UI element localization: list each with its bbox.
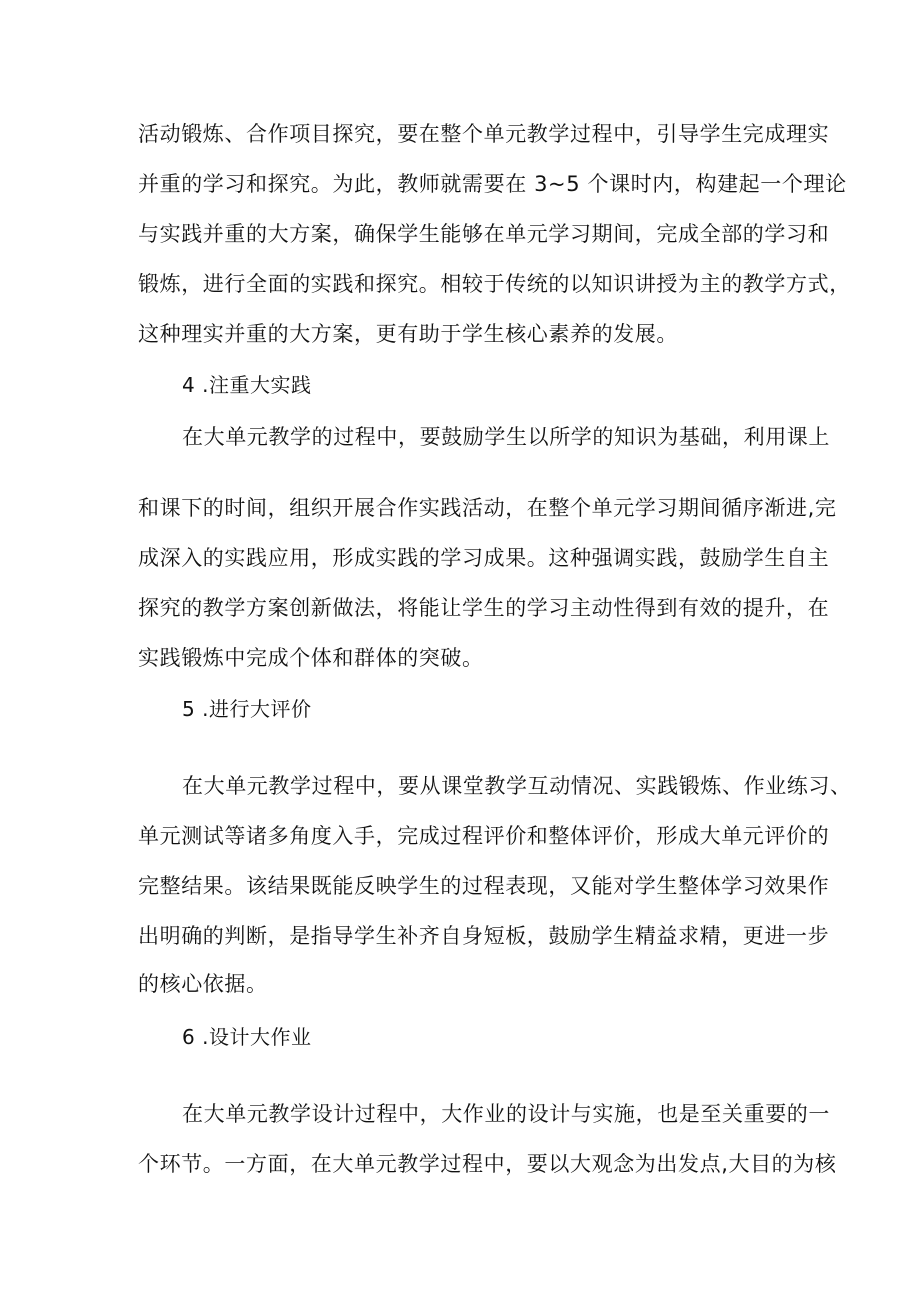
paragraph-line: 在大单元教学设计过程中，大作业的设计与实施，也是至关重要的一	[182, 1102, 830, 1126]
paragraph-line: 这种理实并重的大方案，更有助于学生核心素养的发展。	[138, 322, 678, 346]
paragraph-line: 和课下的时间，组织开展合作实践活动，在整个单元学习期间循序渐进,完	[138, 496, 837, 520]
paragraph-line: 出明确的判断，是指导学生补齐自身短板，鼓励学生精益求精，更进一步	[138, 924, 830, 948]
section-heading: 5 .进行大评价	[182, 697, 312, 721]
paragraph-line: 并重的学习和探究。为此，教师就需要在 3~5 个课时内，构建起一个理论	[138, 172, 847, 196]
paragraph-line: 完整结果。该结果既能反映学生的过程表现，又能对学生整体学习效果作	[138, 874, 830, 898]
paragraph-line: 与实践并重的大方案，确保学生能够在单元学习期间，完成全部的学习和	[138, 222, 830, 246]
paragraph-line: 在大单元教学的过程中，要鼓励学生以所学的知识为基础，利用课上	[182, 425, 830, 449]
paragraph-line: 在大单元教学过程中，要从课堂教学互动情况、实践锻炼、作业练习、	[182, 774, 852, 798]
paragraph-line: 实践锻炼中完成个体和群体的突破。	[138, 646, 484, 670]
paragraph-line: 成深入的实践应用，形成实践的学习成果。这种强调实践，鼓励学生自主	[138, 546, 830, 570]
section-heading: 6 .设计大作业	[182, 1025, 312, 1049]
paragraph-line: 探究的教学方案创新做法，将能让学生的学习主动性得到有效的提升，在	[138, 596, 830, 620]
paragraph-line: 活动锻炼、合作项目探究，要在整个单元教学过程中，引导学生完成理实	[138, 122, 830, 146]
paragraph-line: 个环节。一方面，在大单元教学过程中，要以大观念为出发点,大目的为核	[138, 1152, 837, 1176]
paragraph-line: 锻炼，进行全面的实践和探究。相较于传统的以知识讲授为主的教学方式，	[138, 272, 851, 296]
paragraph-line: 的核心依据。	[138, 972, 268, 996]
section-heading: 4 .注重大实践	[182, 373, 312, 397]
paragraph-line: 单元测试等诸多角度入手，完成过程评价和整体评价，形成大单元评价的	[138, 824, 830, 848]
